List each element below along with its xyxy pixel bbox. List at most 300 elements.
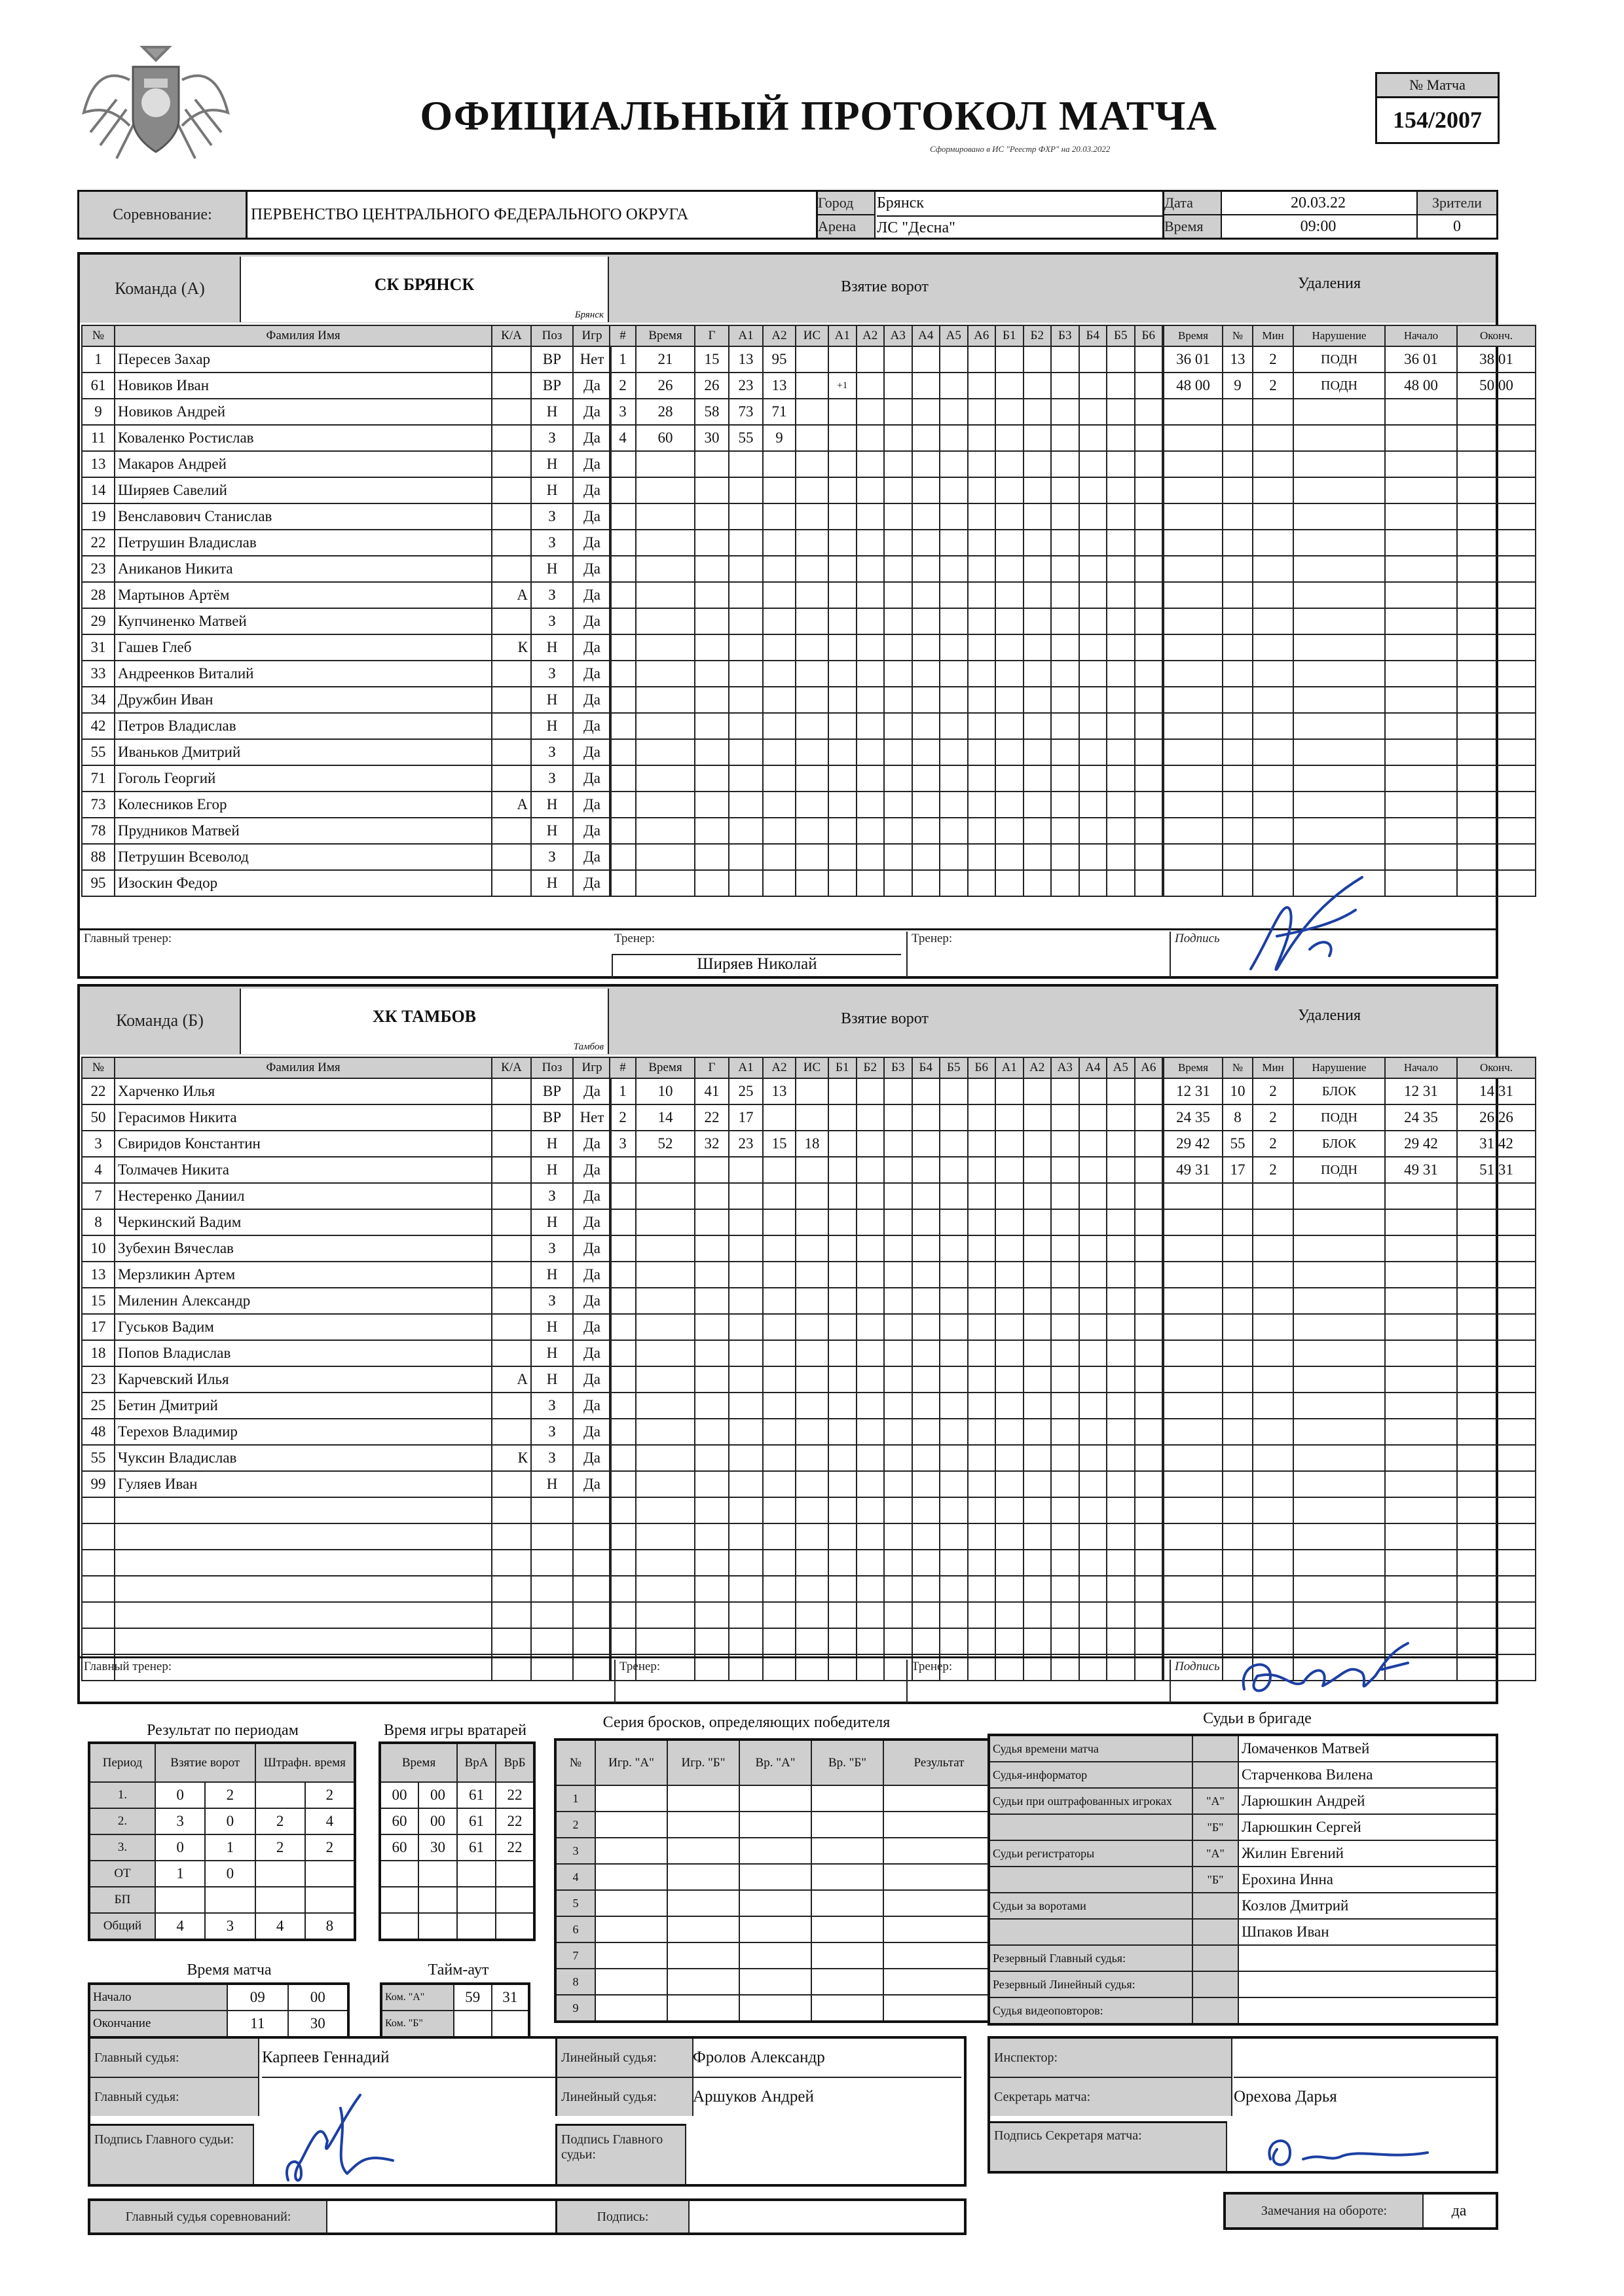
onice-cell (968, 1602, 996, 1628)
goals-header: # (610, 1057, 636, 1078)
goalie-header: ВрА (457, 1743, 496, 1782)
goal-row (610, 477, 1162, 503)
penalty-cell (1253, 477, 1293, 503)
penalty-cell (1293, 1602, 1385, 1628)
onice-cell (940, 451, 968, 477)
penalty-cell (1223, 1445, 1253, 1471)
onice-cell (968, 582, 996, 608)
onice-cell (940, 1314, 968, 1340)
goal-cell (763, 1602, 796, 1628)
goalie-cell: 00 (418, 1782, 457, 1808)
penalty-cell (1223, 530, 1253, 556)
penalty-cell (1457, 1209, 1536, 1235)
player-number: 8 (82, 1209, 115, 1235)
player-played (573, 1628, 611, 1654)
onice-cell (1024, 844, 1052, 870)
goal-row (610, 503, 1162, 530)
onice-cell (828, 556, 857, 582)
player-number: 50 (82, 1104, 115, 1131)
onice-cell (1107, 477, 1135, 503)
onice-cell (857, 425, 885, 451)
goal-cell (796, 1340, 828, 1366)
penalty-row (1164, 661, 1536, 687)
period-cell: 2 (255, 1834, 305, 1861)
goals-header-row (610, 1057, 1162, 1078)
referee-name: Старченкова Вилена (1238, 1762, 1497, 1788)
player-row (82, 1419, 611, 1445)
player-name: Свиридов Константин (115, 1131, 492, 1157)
penalty-cell (1293, 608, 1385, 634)
penalty-cell (1253, 1523, 1293, 1550)
goal-cell: 60 (636, 425, 695, 451)
penalty-cell (1385, 1131, 1457, 1157)
onice-cell (912, 818, 940, 844)
officials-box (88, 2036, 967, 2187)
linesman-label-1: Линейный судья: (555, 2039, 693, 2078)
goal-cell (796, 765, 828, 792)
goal-cell (610, 1288, 636, 1314)
period-cell: 4 (305, 1808, 355, 1834)
onice-cell (1135, 1157, 1163, 1183)
referee-tag (1192, 1735, 1238, 1762)
onice-cell (884, 1366, 912, 1393)
goalie-cell (457, 1887, 496, 1913)
onice-cell (940, 1628, 968, 1654)
goalie-row (380, 1834, 534, 1861)
penalty-cell (1457, 765, 1536, 792)
penalty-cell (1293, 765, 1385, 792)
onice-cell (884, 451, 912, 477)
goalie-cell (457, 1913, 496, 1940)
shootout-cell (811, 1942, 883, 1969)
goal-cell (729, 1602, 763, 1628)
player-name (115, 1523, 492, 1550)
penalty-cell (1457, 1628, 1536, 1654)
onice-cell (884, 1209, 912, 1235)
period-cell (255, 1861, 305, 1887)
shootout-cell (739, 1942, 811, 1969)
penalty-cell (1457, 530, 1536, 556)
penalty-cell (1164, 765, 1223, 792)
onice-cell (912, 1471, 940, 1497)
penalty-cell (1457, 687, 1536, 713)
player-number (82, 1523, 115, 1550)
onice-cell (1135, 1104, 1163, 1131)
goal-cell (763, 792, 796, 818)
player-role (492, 739, 531, 765)
team-b-roster-table (81, 1057, 612, 1681)
referee-row (989, 1814, 1497, 1840)
goal-row (610, 844, 1162, 870)
onice-cell (857, 687, 885, 713)
shootout-cell (667, 1916, 739, 1942)
onice-cell (940, 818, 968, 844)
shootout-cell (883, 1812, 995, 1838)
player-position: З (531, 1419, 573, 1445)
player-played: Да (573, 1235, 611, 1262)
onice-cell (995, 765, 1024, 792)
penalty-cell (1385, 634, 1457, 661)
onice-cell (968, 687, 996, 713)
onice-cell (884, 844, 912, 870)
penalty-cell: 10 (1223, 1078, 1253, 1104)
onice-cell (884, 503, 912, 530)
onice-cell (940, 765, 968, 792)
player-row (82, 1497, 611, 1523)
onice-cell (857, 1131, 885, 1157)
goal-cell (695, 870, 729, 896)
onice-cell (1024, 1497, 1052, 1523)
penalty-row (1164, 1523, 1536, 1550)
goal-cell (729, 1497, 763, 1523)
goal-cell: 41 (695, 1078, 729, 1104)
goal-cell (610, 765, 636, 792)
onice-cell (968, 1576, 996, 1602)
player-row (82, 1576, 611, 1602)
period-row (89, 1834, 355, 1861)
onice-cell (828, 1262, 857, 1288)
onice-cell (940, 1104, 968, 1131)
period-cell: 2 (255, 1808, 305, 1834)
goalie-header: Время (380, 1743, 457, 1782)
goal-row (610, 661, 1162, 687)
penalty-cell (1293, 1314, 1385, 1340)
penalty-cell (1293, 1576, 1385, 1602)
player-position (531, 1497, 573, 1523)
onice-cell (1135, 1235, 1163, 1262)
onice-cell (968, 1523, 996, 1550)
onice-cell (1024, 503, 1052, 530)
main-referee2-signature-label: Подпись Главного судьи: (555, 2124, 686, 2184)
shootout-cell (811, 1864, 883, 1890)
goal-cell (610, 687, 636, 713)
penalty-cell (1385, 765, 1457, 792)
player-number: 78 (82, 818, 115, 844)
player-played: Да (573, 634, 611, 661)
player-role (492, 1393, 531, 1419)
penalty-cell (1223, 1419, 1253, 1445)
penalty-cell (1253, 1471, 1293, 1497)
shootout-header: Игр. "Б" (667, 1740, 739, 1785)
goalie-row (380, 1861, 534, 1887)
onice-cell (912, 556, 940, 582)
goal-cell (796, 1157, 828, 1183)
onice-cell (1079, 1550, 1107, 1576)
onice-cell (1079, 1445, 1107, 1471)
player-row (82, 1471, 611, 1497)
goal-cell: 9 (763, 425, 796, 451)
onice-cell (995, 1419, 1024, 1445)
referee-row (989, 1762, 1497, 1788)
player-number: 23 (82, 556, 115, 582)
penalty-cell (1253, 425, 1293, 451)
onice-cell (1051, 1340, 1079, 1366)
shootout-header-row (555, 1740, 995, 1785)
penalty-cell (1164, 1104, 1223, 1131)
goal-row (610, 1314, 1162, 1340)
onice-cell (1079, 792, 1107, 818)
goal-cell (729, 582, 763, 608)
player-name (115, 1550, 492, 1576)
penalty-cell (1457, 1131, 1536, 1157)
onice-cell (884, 556, 912, 582)
onice-cell (1051, 1471, 1079, 1497)
onice-cell (884, 1419, 912, 1445)
onice-cell (884, 1235, 912, 1262)
goal-cell (610, 477, 636, 503)
player-position: З (531, 1235, 573, 1262)
onice-cell (828, 1104, 857, 1131)
onice-cell (912, 477, 940, 503)
penalty-sec: 35 (1194, 1109, 1210, 1125)
player-number: 71 (82, 765, 115, 792)
onice-cell (1024, 687, 1052, 713)
onice-cell (828, 1497, 857, 1523)
goal-cell (636, 765, 695, 792)
player-position: З (531, 661, 573, 687)
onice-cell (1051, 1262, 1079, 1288)
onice-cell (1051, 582, 1079, 608)
penalty-cell (1293, 818, 1385, 844)
onice-cell (828, 687, 857, 713)
onice-cell (968, 713, 996, 739)
onice-cell (884, 870, 912, 896)
penalty-row (1164, 765, 1536, 792)
onice-cell (968, 1628, 996, 1654)
onice-cell (857, 1235, 885, 1262)
onice-cell (857, 1471, 885, 1497)
onice-cell (884, 346, 912, 373)
penalty-row (1164, 1078, 1536, 1104)
penalty-cell (1385, 1340, 1457, 1366)
goal-cell (636, 1340, 695, 1366)
goal-cell (610, 661, 636, 687)
onice-cell (1079, 1131, 1107, 1157)
shootout-cell (595, 1864, 667, 1890)
onice-cell (857, 1419, 885, 1445)
player-number: 28 (82, 582, 115, 608)
onice-cell (912, 1262, 940, 1288)
onice-cell (912, 1445, 940, 1471)
penalty-sec: 26 (1498, 1109, 1513, 1125)
goal-row (610, 1419, 1162, 1445)
onice-cell (1079, 1235, 1107, 1262)
player-position (531, 1550, 573, 1576)
period-cell: 0 (155, 1834, 205, 1861)
goal-cell: 4 (610, 425, 636, 451)
goal-row (610, 1078, 1162, 1104)
referee-row (989, 1893, 1497, 1919)
player-name: Попов Владислав (115, 1340, 492, 1366)
shootout-cell (883, 1969, 995, 1995)
referee-tag (1192, 1893, 1238, 1919)
onice-cell (968, 765, 996, 792)
penalty-cell (1457, 556, 1536, 582)
shootout-cell (883, 1890, 995, 1916)
penalty-sec: 01 (1194, 351, 1210, 367)
onice-cell (968, 1393, 996, 1419)
player-position: З (531, 530, 573, 556)
ffr-logo (77, 41, 234, 172)
onice-cell (1135, 1576, 1163, 1602)
goal-row (610, 634, 1162, 661)
referee-role: Резервный Линейный судья: (989, 1971, 1192, 1997)
goalie-cell (380, 1913, 418, 1940)
roster-header: № (82, 325, 115, 346)
goal-row (610, 425, 1162, 451)
goal-cell (796, 1104, 828, 1131)
onice-cell (1107, 1314, 1135, 1340)
period-cell: 0 (205, 1861, 255, 1887)
goal-row (610, 1628, 1162, 1654)
goal-cell (695, 530, 729, 556)
goal-cell: 13 (763, 1078, 796, 1104)
onice-cell (1051, 530, 1079, 556)
onice-cell (1051, 844, 1079, 870)
player-role (492, 1235, 531, 1262)
onice-cell (1079, 1078, 1107, 1104)
player-played: Да (573, 425, 611, 451)
goal-cell (695, 1602, 729, 1628)
goal-cell: 2 (610, 373, 636, 399)
onice-cell (857, 1209, 885, 1235)
player-position: З (531, 1445, 573, 1471)
penalty-row (1164, 1497, 1536, 1523)
goals-header-row (610, 325, 1162, 346)
onice-cell (940, 1235, 968, 1262)
penalty-row (1164, 556, 1536, 582)
team-a-coach2-label: Тренер: (906, 932, 952, 977)
onice-cell (828, 1366, 857, 1393)
match-number-box (1375, 72, 1500, 144)
arena-value: ЛС "Десна" (877, 215, 1172, 239)
onice-cell (857, 346, 885, 373)
goal-cell (695, 503, 729, 530)
shootout-cell (595, 1838, 667, 1864)
player-played: Да (573, 687, 611, 713)
onice-cell (1079, 530, 1107, 556)
penalty-cell (1457, 1497, 1536, 1523)
goalie-cell: 00 (380, 1782, 418, 1808)
goalie-cell (496, 1887, 534, 1913)
onice-cell (1135, 373, 1163, 399)
onice-cell (1135, 346, 1163, 373)
onice-header: А1 (995, 1057, 1024, 1078)
onice-cell (884, 1628, 912, 1654)
penalty-cell (1385, 1393, 1457, 1419)
goal-cell: 2 (610, 1104, 636, 1131)
penalty-cell (1253, 1419, 1293, 1445)
penalty-cell (1385, 1104, 1457, 1131)
period-cell: 2 (305, 1782, 355, 1808)
player-name (115, 1602, 492, 1628)
referee-row (989, 1945, 1497, 1971)
goal-cell (763, 870, 796, 896)
penalty-cell (1253, 792, 1293, 818)
penalty-cell (1164, 1419, 1223, 1445)
penalty-cell (1164, 1235, 1223, 1262)
roster-header-row (82, 325, 611, 346)
linesman-1-name: Фролов Александр (693, 2039, 961, 2078)
goal-row (610, 687, 1162, 713)
onice-cell (940, 373, 968, 399)
player-name: Гуляев Иван (115, 1471, 492, 1497)
penalty-cell (1164, 1602, 1223, 1628)
onice-cell (1135, 1340, 1163, 1366)
onice-cell (1107, 1366, 1135, 1393)
penalty-cell (1164, 1471, 1223, 1497)
player-name: Новиков Андрей (115, 399, 492, 425)
player-row (82, 582, 611, 608)
penalty-sec: 31 (1498, 1161, 1513, 1178)
onice-cell (1107, 503, 1135, 530)
onice-cell (968, 451, 996, 477)
onice-cell (1079, 582, 1107, 608)
onice-cell (1135, 1078, 1163, 1104)
team-b-coach-label: Тренер: (614, 1660, 660, 1703)
onice-cell (912, 451, 940, 477)
team-a-penalties-table (1163, 325, 1536, 897)
onice-cell (884, 1314, 912, 1340)
onice-cell (940, 1209, 968, 1235)
onice-cell (828, 1131, 857, 1157)
penalty-cell (1457, 425, 1536, 451)
team-a-signature (1231, 871, 1388, 982)
period-cell (255, 1887, 305, 1913)
goal-cell: 52 (636, 1131, 695, 1157)
goal-cell (763, 1576, 796, 1602)
onice-cell (857, 739, 885, 765)
onice-cell (968, 634, 996, 661)
onice-header: А4 (912, 325, 940, 346)
onice-cell (828, 1602, 857, 1628)
onice-cell (940, 582, 968, 608)
onice-cell (912, 1183, 940, 1209)
onice-cell (857, 1497, 885, 1523)
onice-cell (1051, 1078, 1079, 1104)
onice-cell (884, 1078, 912, 1104)
penalty-cell (1457, 1550, 1536, 1576)
penalty-cell (1385, 739, 1457, 765)
player-name (115, 1628, 492, 1654)
onice-cell (828, 582, 857, 608)
onice-cell (1024, 634, 1052, 661)
onice-cell (912, 1366, 940, 1393)
goal-cell (636, 1550, 695, 1576)
player-played: Да (573, 477, 611, 503)
goal-cell (636, 870, 695, 896)
player-name: Новиков Иван (115, 373, 492, 399)
goal-cell (763, 765, 796, 792)
shootout-cell (739, 1864, 811, 1890)
penalty-cell (1223, 1550, 1253, 1576)
goal-cell (695, 844, 729, 870)
penalty-cell: 9 (1223, 373, 1253, 399)
penalty-cell (1385, 451, 1457, 477)
onice-cell (884, 739, 912, 765)
goal-cell (796, 870, 828, 896)
penalty-row (1164, 1576, 1536, 1602)
goal-cell (610, 1523, 636, 1550)
onice-cell (884, 530, 912, 556)
onice-cell (912, 1628, 940, 1654)
onice-cell (1079, 1340, 1107, 1366)
onice-cell (1107, 792, 1135, 818)
onice-cell (995, 634, 1024, 661)
player-played: Да (573, 818, 611, 844)
onice-cell (884, 582, 912, 608)
shootout-cell (595, 1785, 667, 1812)
